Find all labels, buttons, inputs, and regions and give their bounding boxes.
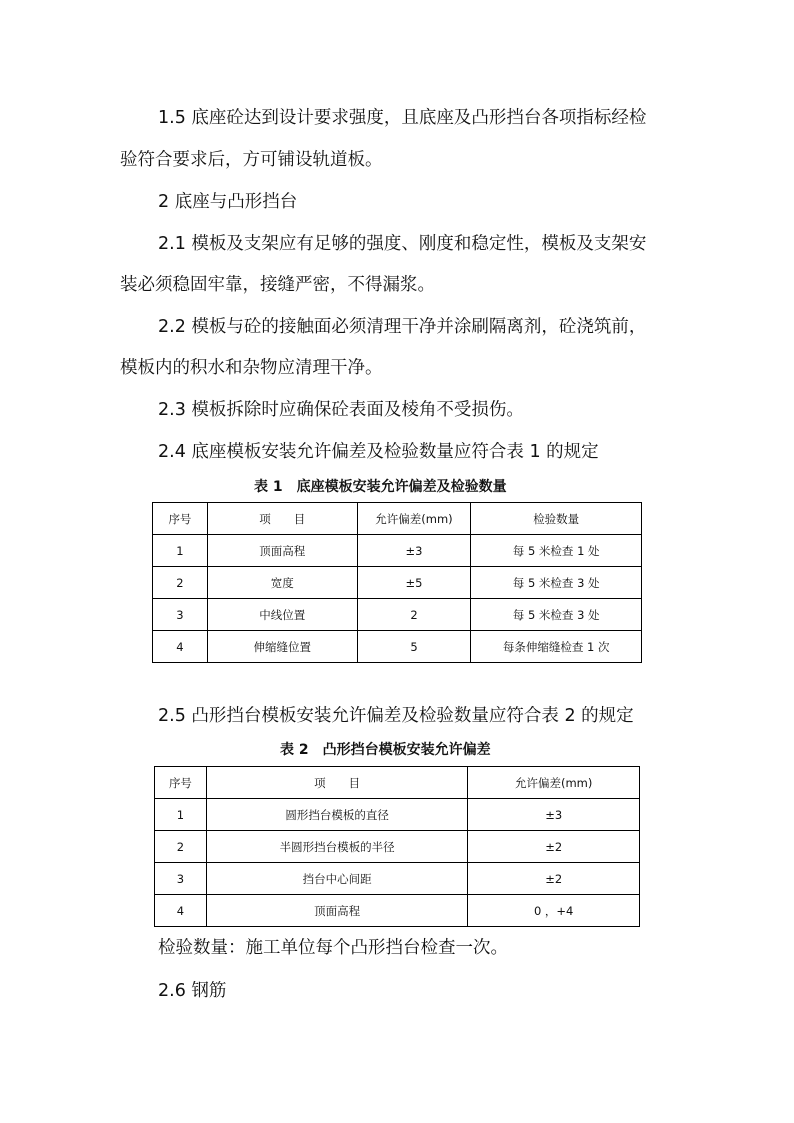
- table2-cell: ±3: [468, 799, 640, 831]
- para-2-5: 2.5 凸形挡台模板安装允许偏差及检验数量应符合表 2 的规定: [158, 706, 634, 726]
- table2-row: [155, 863, 640, 895]
- table1-cell: 伸缩缝位置: [207, 631, 357, 663]
- inspection-quantity-text: 检验数量：施工单位每个凸形挡台检查一次。: [158, 938, 508, 958]
- table2-cell: 挡台中心间距: [206, 863, 467, 895]
- table2-cell: ±2: [468, 831, 640, 863]
- table1-row: [153, 599, 642, 631]
- table1-header-cell: 项 目: [207, 503, 357, 535]
- table1-cell: 每 5 米检查 3 处: [471, 567, 642, 599]
- table2-header-row: [155, 767, 640, 799]
- table2-cell: 半圆形挡台模板的半径: [206, 831, 467, 863]
- table1-cell: 顶面高程: [207, 535, 357, 567]
- table2-row: [155, 831, 640, 863]
- para-2-1-line1: 2.1 模板及支架应有足够的强度、刚度和稳定性，模板及支架安: [158, 234, 647, 254]
- table2-header-cell: 项 目: [206, 767, 467, 799]
- table1-row: [153, 631, 642, 663]
- table1-row: [153, 567, 642, 599]
- table1-caption: 表 1 底座模板安装允许偏差及检验数量: [254, 479, 507, 495]
- para-2-1-line2: 装必须稳固牢靠，接缝严密，不得漏浆。: [120, 275, 435, 295]
- table2-cell: 3: [155, 863, 207, 895]
- table2-cell: 0 ，+4: [468, 895, 640, 927]
- table2-cell: 圆形挡台模板的直径: [206, 799, 467, 831]
- table2-row: [155, 799, 640, 831]
- para-2-2-line2: 模板内的积水和杂物应清理干净。: [120, 358, 383, 378]
- table1-cell: 每 5 米检查 3 处: [471, 599, 642, 631]
- table1-cell: 5: [357, 631, 471, 663]
- para-2-3: 2.3 模板拆除时应确保砼表面及棱角不受损伤。: [158, 400, 524, 420]
- table1-header-cell: 检验数量: [471, 503, 642, 535]
- table1-cell: 宽度: [207, 567, 357, 599]
- table1: [152, 502, 642, 663]
- table2-cell: 1: [155, 799, 207, 831]
- table2-cell: 4: [155, 895, 207, 927]
- table2-cell: 2: [155, 831, 207, 863]
- table1-cell: 4: [153, 631, 208, 663]
- table2: [154, 766, 640, 927]
- table2-cell: ±2: [468, 863, 640, 895]
- table2-row: [155, 895, 640, 927]
- table1-row: [153, 535, 642, 567]
- table1-header-cell: 序号: [153, 503, 208, 535]
- table2-header-cell: 允许偏差(mm): [468, 767, 640, 799]
- section-2-6-heading: 2.6 钢筋: [158, 981, 227, 1001]
- table1-header-row: [153, 503, 642, 535]
- table1-cell: 1: [153, 535, 208, 567]
- para-2-4: 2.4 底座模板安装允许偏差及检验数量应符合表 1 的规定: [158, 442, 599, 462]
- table1-cell: ±5: [357, 567, 471, 599]
- table1-cell: 每条伸缩缝检查 1 次: [471, 631, 642, 663]
- table1-header-cell: 允许偏差(mm): [357, 503, 471, 535]
- table1-cell: 2: [153, 567, 208, 599]
- table2-header-cell: 序号: [155, 767, 207, 799]
- table2-cell: 顶面高程: [206, 895, 467, 927]
- para-1-5-line2: 验符合要求后，方可铺设轨道板。: [120, 150, 383, 170]
- table1-cell: ±3: [357, 535, 471, 567]
- table1-cell: 中线位置: [207, 599, 357, 631]
- para-2-2-line1: 2.2 模板与砼的接触面必须清理干净并涂刷隔离剂，砼浇筑前，: [158, 317, 647, 337]
- section-2-heading: 2 底座与凸形挡台: [158, 192, 298, 212]
- table2-caption: 表 2 凸形挡台模板安装允许偏差: [280, 742, 491, 758]
- table1-cell: 每 5 米检查 1 处: [471, 535, 642, 567]
- table1-cell: 3: [153, 599, 208, 631]
- para-1-5-line1: 1.5 底座砼达到设计要求强度，且底座及凸形挡台各项指标经检: [158, 108, 647, 128]
- table1-cell: 2: [357, 599, 471, 631]
